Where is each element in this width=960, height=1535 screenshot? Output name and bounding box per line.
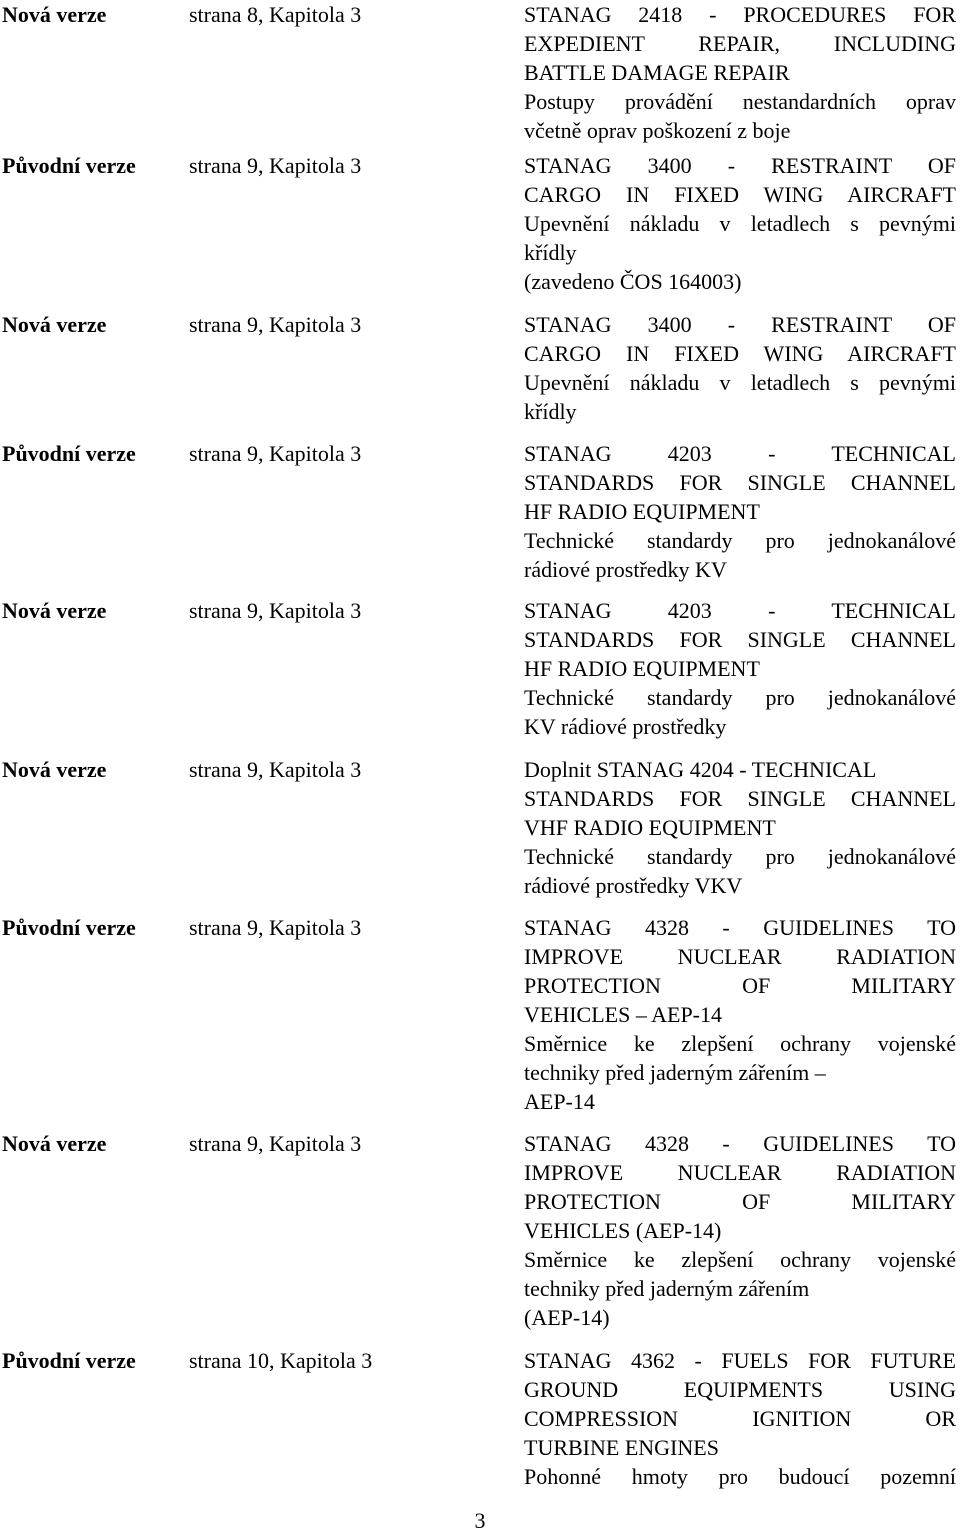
description-line: Technické standardy pro jednokanálové [524, 528, 956, 553]
stanag-description [524, 596, 956, 741]
page-number: 3 [474, 1508, 486, 1533]
page-chapter-reference: strana 9, Kapitola 3 [189, 757, 362, 782]
description-line: PROTECTION OF MILITARY [524, 1189, 956, 1214]
version-label: Nová verze [2, 2, 107, 27]
description-line: křídly [524, 240, 577, 265]
description-line: Doplnit STANAG 4204 - TECHNICAL [524, 757, 877, 782]
stanag-description [524, 439, 956, 584]
description-line: AEP-14 [524, 1089, 595, 1114]
description-line: včetně oprav poškození z boje [524, 118, 791, 143]
description-line: STANDARDS FOR SINGLE CHANNEL [524, 786, 956, 811]
description-line: IMPROVE NUCLEAR RADIATION [524, 944, 956, 969]
description-line: STANAG 4328 - GUIDELINES TO [524, 915, 956, 940]
version-label: Původní verze [2, 1348, 136, 1373]
description-line: IMPROVE NUCLEAR RADIATION [524, 1160, 956, 1185]
description-line: Upevnění nákladu v letadlech s pevnými [524, 370, 956, 395]
description-line: HF RADIO EQUIPMENT [524, 656, 760, 681]
description-line: Směrnice ke zlepšení ochrany vojenské [524, 1031, 956, 1056]
page-chapter-reference: strana 9, Kapitola 3 [189, 441, 362, 466]
version-label: Původní verze [2, 915, 136, 940]
stanag-description [524, 151, 956, 296]
description-line: CARGO IN FIXED WING AIRCRAFT [524, 182, 956, 207]
description-line: STANAG 3400 - RESTRAINT OF [524, 153, 956, 178]
description-line: HF RADIO EQUIPMENT [524, 499, 760, 524]
page-chapter-reference: strana 9, Kapitola 3 [189, 1131, 362, 1156]
description-line: STANAG 4328 - GUIDELINES TO [524, 1131, 956, 1156]
description-line: CARGO IN FIXED WING AIRCRAFT [524, 341, 956, 366]
page-chapter-reference: strana 10, Kapitola 3 [189, 1348, 373, 1373]
version-label: Nová verze [2, 312, 107, 337]
description-line: TURBINE ENGINES [524, 1435, 719, 1460]
description-line: GROUND EQUIPMENTS USING [524, 1377, 956, 1402]
page-chapter-reference: strana 8, Kapitola 3 [189, 2, 362, 27]
description-line: STANAG 3400 - RESTRAINT OF [524, 312, 956, 337]
description-line: Pohonné hmoty pro budoucí pozemní [524, 1464, 956, 1489]
description-line: rádiové prostředky VKV [524, 873, 743, 898]
version-label: Nová verze [2, 1131, 107, 1156]
stanag-description [524, 755, 956, 900]
description-line: STANAG 4203 - TECHNICAL [524, 441, 956, 466]
description-line: STANDARDS FOR SINGLE CHANNEL [524, 627, 956, 652]
stanag-description [524, 1129, 956, 1332]
description-line: Technické standardy pro jednokanálové [524, 844, 956, 869]
stanag-description [524, 0, 956, 145]
page-chapter-reference: strana 9, Kapitola 3 [189, 598, 362, 623]
description-line: VEHICLES – AEP-14 [524, 1002, 722, 1027]
description-line: rádiové prostředky KV [524, 557, 727, 582]
version-label: Nová verze [2, 598, 107, 623]
description-line: techniky před jaderným zářením – [524, 1060, 826, 1085]
page-chapter-reference: strana 9, Kapitola 3 [189, 915, 362, 940]
description-line: STANAG 4362 - FUELS FOR FUTURE [524, 1348, 956, 1373]
description-line: techniky před jaderným zářením [524, 1276, 810, 1301]
description-line: KV rádiové prostředky [524, 714, 727, 739]
description-line: Směrnice ke zlepšení ochrany vojenské [524, 1247, 956, 1272]
description-line: Upevnění nákladu v letadlech s pevnými [524, 211, 956, 236]
description-line: STANDARDS FOR SINGLE CHANNEL [524, 470, 956, 495]
description-line: (zavedeno ČOS 164003) [524, 269, 742, 294]
description-line: (AEP-14) [524, 1305, 610, 1330]
description-line: VEHICLES (AEP-14) [524, 1218, 722, 1243]
version-label: Původní verze [2, 441, 136, 466]
stanag-description [524, 1346, 956, 1491]
stanag-description [524, 913, 956, 1116]
description-line: křídly [524, 399, 577, 424]
page-chapter-reference: strana 9, Kapitola 3 [189, 153, 362, 178]
description-line: COMPRESSION IGNITION OR [524, 1406, 956, 1431]
description-line: VHF RADIO EQUIPMENT [524, 815, 776, 840]
description-line: BATTLE DAMAGE REPAIR [524, 60, 790, 85]
stanag-description [524, 310, 956, 426]
description-line: Technické standardy pro jednokanálové [524, 685, 956, 710]
description-line: STANAG 4203 - TECHNICAL [524, 598, 956, 623]
page-chapter-reference: strana 9, Kapitola 3 [189, 312, 362, 337]
version-label: Původní verze [2, 153, 136, 178]
description-line: PROTECTION OF MILITARY [524, 973, 956, 998]
description-line: Postupy provádění nestandardních oprav [524, 89, 956, 114]
description-line: STANAG 2418 - PROCEDURES FOR [524, 2, 956, 27]
description-line: EXPEDIENT REPAIR, INCLUDING [524, 31, 956, 56]
version-label: Nová verze [2, 757, 107, 782]
